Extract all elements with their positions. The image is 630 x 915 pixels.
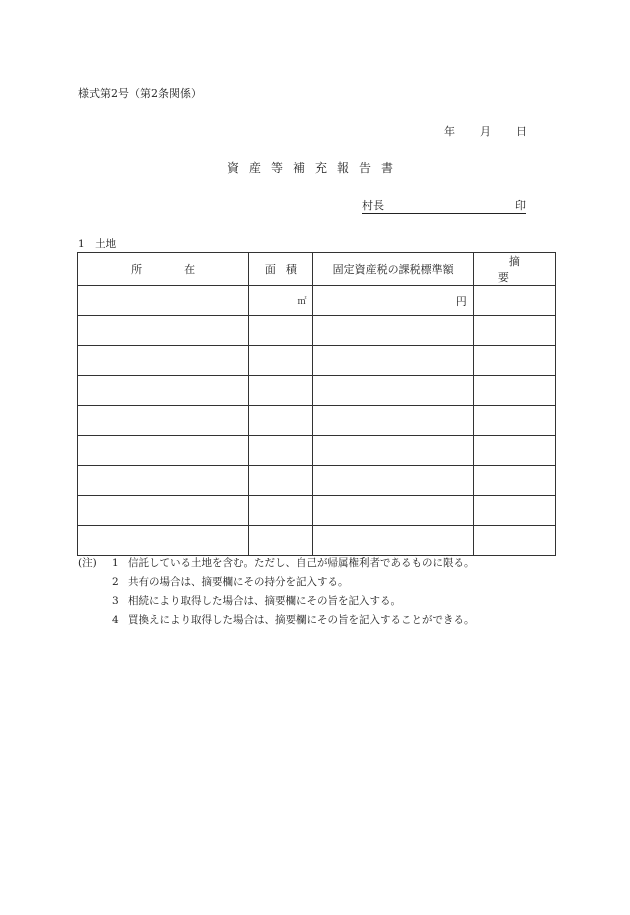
remarks-cell[interactable] [473, 376, 555, 406]
note-number: 4 [112, 614, 119, 626]
location-cell[interactable] [78, 526, 249, 556]
remarks-cell[interactable] [473, 346, 555, 376]
area-cell[interactable] [249, 496, 313, 526]
remarks-cell[interactable] [473, 496, 555, 526]
remarks-cell[interactable] [473, 436, 555, 466]
date-year-label: 年 [444, 125, 455, 138]
note-number: 1 [112, 557, 119, 569]
note-text: 信託している土地を含む。ただし、自己が帰属権利者であるものに限る。 [128, 557, 475, 569]
assessed-value-cell[interactable] [313, 316, 473, 346]
date-line [430, 123, 530, 137]
header-area: 面積 [249, 253, 313, 286]
location-cell[interactable] [78, 466, 249, 496]
area-cell[interactable] [249, 466, 313, 496]
form-number: 様式第2号（第2条関係） [78, 87, 202, 100]
notes-prefix: (注) [78, 557, 97, 569]
assessed-value-cell[interactable] [313, 346, 473, 376]
table-row [78, 496, 556, 526]
location-cell[interactable] [78, 376, 249, 406]
note-text: 共有の場合は、摘要欄にその持分を記入する。 [128, 576, 349, 588]
table-row [78, 406, 556, 436]
table-header-row [78, 253, 556, 286]
table-row [78, 376, 556, 406]
location-cell[interactable] [78, 406, 249, 436]
assessed-value-cell[interactable] [313, 526, 473, 556]
area-cell[interactable] [249, 406, 313, 436]
assessed-value-cell[interactable] [313, 376, 473, 406]
location-cell[interactable] [78, 346, 249, 376]
remarks-cell[interactable] [473, 286, 555, 316]
date-day-label: 日 [516, 125, 527, 138]
area-cell[interactable] [249, 346, 313, 376]
table-row [78, 316, 556, 346]
table-row [78, 466, 556, 496]
location-cell[interactable] [78, 316, 249, 346]
assessed-value-cell[interactable]: 円 [313, 286, 473, 316]
table-row [78, 436, 556, 466]
area-cell[interactable]: ㎡ [249, 286, 313, 316]
assessed-value-cell[interactable] [313, 436, 473, 466]
date-month-label: 月 [480, 125, 491, 138]
remarks-cell[interactable] [473, 406, 555, 436]
signer-title: 村長 [362, 199, 384, 212]
area-cell[interactable] [249, 436, 313, 466]
assessed-value-cell[interactable] [313, 496, 473, 526]
note-text: 買換えにより取得した場合は、摘要欄にその旨を記入することができる。 [128, 614, 475, 626]
note-number: 2 [112, 576, 119, 588]
assessed-value-cell[interactable] [313, 406, 473, 436]
area-cell[interactable] [249, 376, 313, 406]
note-number: 3 [112, 595, 119, 607]
seal-label: 印 [515, 199, 526, 212]
section-heading: 1 土地 [78, 238, 117, 250]
signer-line [362, 197, 526, 214]
header-remarks: 摘要 [473, 253, 555, 286]
header-assessed-value: 固定資産税の課税標準額 [313, 253, 473, 286]
location-cell[interactable] [78, 286, 249, 316]
location-cell[interactable] [78, 436, 249, 466]
area-cell[interactable] [249, 526, 313, 556]
land-table [77, 252, 556, 556]
table-row [78, 286, 556, 316]
document-title: 資産等補充報告書 [226, 161, 403, 175]
note-text: 相続により取得した場合は、摘要欄にその旨を記入する。 [128, 595, 401, 607]
remarks-cell[interactable] [473, 466, 555, 496]
remarks-cell[interactable] [473, 316, 555, 346]
location-cell[interactable] [78, 496, 249, 526]
table-row [78, 526, 556, 556]
area-cell[interactable] [249, 316, 313, 346]
header-location: 所在 [78, 253, 249, 286]
remarks-cell[interactable] [473, 526, 555, 556]
assessed-value-cell[interactable] [313, 466, 473, 496]
table-row [78, 346, 556, 376]
